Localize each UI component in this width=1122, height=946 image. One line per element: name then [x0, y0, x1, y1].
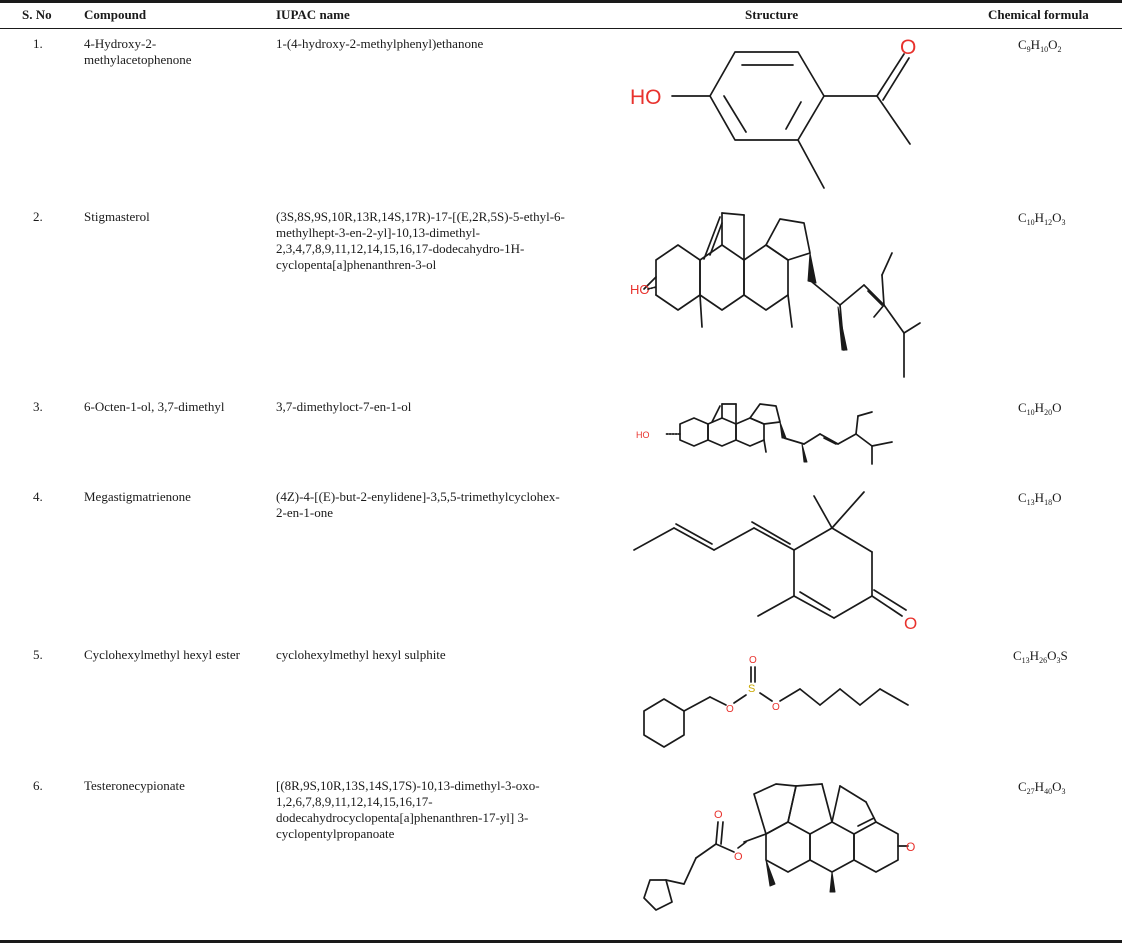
row-sno: 4. — [33, 489, 43, 504]
hydroxyl-label: HO — [630, 282, 650, 297]
row-compound: Cyclohexylmethyl hexyl ester — [84, 647, 240, 662]
carbonyl-oxygen-label: O — [904, 614, 918, 633]
row-compound: 6-Octen-1-ol, 3,7-dimethyl — [84, 399, 225, 414]
row-formula: $C_{10}H_{12}O_3$ — [1018, 210, 1066, 227]
row-formula: $C_{27}H_{40}O_3$ — [1018, 779, 1066, 796]
row-compound: 4-Hydroxy-2-methylacetophenone — [84, 36, 192, 67]
row-sno: 2. — [33, 209, 43, 224]
sulfur-label: S — [748, 683, 756, 695]
row-iupac: 3,7-dimethyloct-7-en-1-ol — [276, 399, 412, 414]
row-iupac: (4Z)-4-[(E)-but-2-enylidene]-3,5,5-trimethylcyclohex-2-en-1-one — [276, 489, 560, 520]
row-sno: 6. — [33, 778, 43, 793]
hydroxyl-label: HO — [636, 430, 650, 440]
table-header-rule — [0, 28, 1122, 29]
row-compound: Testeronecypionate — [84, 778, 185, 793]
row-sno: 3. — [33, 399, 43, 414]
header-sno: S. No — [22, 7, 52, 22]
structure-dimethyloctenol — [636, 398, 916, 468]
row-formula: $C_{13}H_{26}O_3S$ — [1013, 648, 1068, 665]
row-iupac: 1-(4-hydroxy-2-methylphenyl)ethanone — [276, 36, 484, 51]
row-formula: $C_9H_{10}O_2$ — [1018, 37, 1062, 54]
table-top-rule — [0, 0, 1122, 3]
ester-oxygen-label: O — [734, 851, 743, 863]
row-iupac: cyclohexylmethyl hexyl sulphite — [276, 647, 446, 662]
ester-oxygen-label: O — [726, 704, 734, 715]
structure-cyclohexylmethyl-hexyl-sulphite — [636, 645, 916, 755]
row-formula: $C_{13}H_{18}O$ — [1018, 490, 1062, 507]
table-bottom-rule — [0, 940, 1122, 943]
carbonyl-oxygen-label: O — [714, 809, 723, 821]
row-sno: 1. — [33, 36, 43, 51]
header-iupac: IUPAC name — [276, 7, 350, 22]
ketone-oxygen-label: O — [906, 840, 916, 854]
hydroxyl-label: HO — [630, 86, 662, 109]
header-structure: Structure — [745, 7, 799, 22]
row-iupac: (3S,8S,9S,10R,13R,14S,17R)-17-[(E,2R,5S)-5-ethyl-6-methylhept-3-en-2-yl]-10,13-dimethyl-2,3,4,7,8,9,11,12,14,15,16,17-dodecahydro-1H-cyclopenta[a]phenanthren-3-ol — [276, 209, 565, 272]
row-compound: Megastigmatrienone — [84, 489, 191, 504]
header-formula: Chemical formula — [988, 7, 1089, 22]
sulfinyl-oxygen-label: O — [749, 655, 757, 666]
row-compound: Stigmasterol — [84, 209, 150, 224]
structure-4-hydroxy-2-methylacetophenone — [620, 32, 920, 197]
carbonyl-oxygen-label: O — [900, 36, 917, 59]
structure-stigmasterol — [630, 205, 910, 385]
row-sno: 5. — [33, 647, 43, 662]
header-compound: Compound — [84, 7, 147, 22]
ester-oxygen-label: O — [772, 702, 780, 713]
row-formula: $C_{10}H_{20}O$ — [1018, 400, 1062, 417]
structure-testosterone-cypionate — [626, 776, 926, 936]
row-iupac: [(8R,9S,10R,13S,14S,17S)-10,13-dimethyl-3-oxo-1,2,6,7,8,9,11,12,14,15,16,17-dodecahydrocyclopenta[a]phenanthren-17-yl] 3-cyclopentylpropanoate — [276, 778, 540, 841]
structure-megastigmatrienone — [628, 488, 928, 636]
